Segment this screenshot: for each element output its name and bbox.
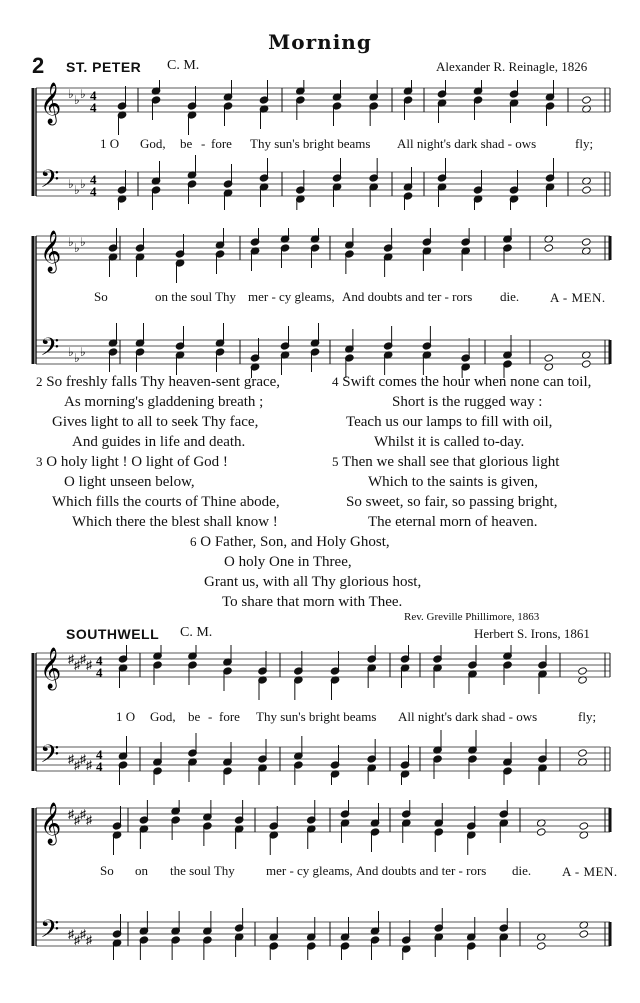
svg-text:♭: ♭ xyxy=(80,235,86,249)
svg-text:♭: ♭ xyxy=(80,345,86,359)
page-title: Morning xyxy=(268,30,372,54)
svg-text:𝄢: 𝄢 xyxy=(40,740,60,775)
svg-text:♯: ♯ xyxy=(80,807,86,821)
meter: C. M. xyxy=(167,58,200,73)
verse-2: 2 So freshly falls Thy heaven-sent grace, As morning's gladdening breath ; Gives light to all to seek Thy face, And guides in life and death. xyxy=(36,374,281,450)
lyric-syllable: - xyxy=(208,709,213,724)
svg-text:♯: ♯ xyxy=(68,652,74,666)
lyric-syllable: And doubts and ter - rors xyxy=(342,289,473,304)
svg-text:♯: ♯ xyxy=(74,813,80,827)
svg-text:𝄢: 𝄢 xyxy=(40,165,60,200)
alt-meter: C. M. xyxy=(180,625,213,640)
svg-text:♯: ♯ xyxy=(74,658,80,672)
lyric-syllable: fore xyxy=(211,136,232,151)
svg-text:4: 4 xyxy=(90,172,97,187)
svg-text:4: 4 xyxy=(90,88,97,103)
amen-text: A - MEN. xyxy=(550,290,606,305)
lyric-syllable: be xyxy=(180,136,193,151)
lyric-syllable: Thy sun's bright beams xyxy=(250,136,371,151)
lyric-syllable: So xyxy=(94,289,108,304)
composer-credit: Alexander R. Reinagle, 1826 xyxy=(436,59,588,74)
lyric-syllable: mer - cy gleams, xyxy=(248,289,335,304)
svg-text:♭: ♭ xyxy=(68,87,74,101)
svg-text:♯: ♯ xyxy=(86,933,92,947)
svg-text:♯: ♯ xyxy=(80,652,86,666)
svg-text:♭: ♭ xyxy=(74,183,80,197)
lyric-syllable: fly; xyxy=(578,709,597,724)
svg-text:𝄞: 𝄞 xyxy=(40,83,62,124)
verse-6: 6 O Father, Son, and Holy Ghost, O holy One in Three, Grant us, with all Thy glorious host, To share that morn with Thee. xyxy=(190,534,422,610)
lyric-syllable: on xyxy=(135,863,148,878)
amen-text: A - MEN. xyxy=(562,864,618,879)
svg-text:𝄞: 𝄞 xyxy=(40,803,62,844)
svg-text:4: 4 xyxy=(90,100,97,115)
lyric-syllable: And doubts and ter - rors xyxy=(356,863,487,878)
lyric-syllable: fly; xyxy=(575,136,594,151)
verse-3: 3 O holy light ! O light of God ! O light unseen below, Which fills the courts of Thine abode, Which there the blest shall know ! xyxy=(36,454,280,530)
lyric-syllable: Thy sun's bright beams xyxy=(256,709,377,724)
svg-text:4: 4 xyxy=(96,653,103,668)
svg-text:4: 4 xyxy=(96,665,103,680)
lyric-syllable: the soul Thy xyxy=(170,863,235,878)
svg-text:♯: ♯ xyxy=(80,752,86,766)
svg-text:♯: ♯ xyxy=(68,927,74,941)
svg-text:♯: ♯ xyxy=(86,758,92,772)
lyric-syllable: 1 O xyxy=(116,709,136,724)
lyric-syllable: fore xyxy=(219,709,240,724)
svg-text:4: 4 xyxy=(96,747,103,762)
svg-text:♯: ♯ xyxy=(86,658,92,672)
lyric-syllable: God, xyxy=(150,709,176,724)
tune-name: ST. PETER xyxy=(66,59,142,75)
lyric-syllable: mer - cy gleams, xyxy=(266,863,353,878)
svg-text:♯: ♯ xyxy=(74,758,80,772)
lyric-syllable: - xyxy=(201,136,206,151)
verse-5: 5 Then we shall see that glorious light Which to the saints is given, So sweet, so fair, so passing bright, The eternal morn of heaven. xyxy=(332,454,560,530)
author-credit: Rev. Greville Phillimore, 1863 xyxy=(404,611,540,623)
svg-text:𝄢: 𝄢 xyxy=(40,915,60,950)
svg-text:♭: ♭ xyxy=(80,87,86,101)
svg-text:♯: ♯ xyxy=(68,807,74,821)
lyric-syllable: So xyxy=(100,863,114,878)
lyric-syllable: 1 O xyxy=(100,136,120,151)
music-system-4 xyxy=(0,800,640,960)
svg-text:♭: ♭ xyxy=(74,241,80,255)
lyric-syllable: be xyxy=(188,709,201,724)
svg-text:♯: ♯ xyxy=(74,933,80,947)
svg-text:♯: ♯ xyxy=(80,927,86,941)
alt-tune-name: SOUTHWELL xyxy=(66,626,160,642)
verse-4: 4 Swift comes the hour when none can toil, Short is the rugged way : Teach us our lamps to fill with oil, Whilst it is called to-day. xyxy=(332,374,592,450)
hymn-number: 2 xyxy=(32,53,45,78)
lyric-syllable: God, xyxy=(140,136,166,151)
svg-text:♭: ♭ xyxy=(68,177,74,191)
svg-text:♭: ♭ xyxy=(68,235,74,249)
svg-text:♭: ♭ xyxy=(74,93,80,107)
svg-text:𝄢: 𝄢 xyxy=(40,333,60,368)
svg-text:♭: ♭ xyxy=(68,345,74,359)
lyric-syllable: on the soul Thy xyxy=(155,289,237,304)
svg-text:𝄞: 𝄞 xyxy=(40,231,62,272)
svg-text:♭: ♭ xyxy=(80,177,86,191)
alt-composer-credit: Herbert S. Irons, 1861 xyxy=(474,626,590,641)
lyric-syllable: All night's dark shad - ows xyxy=(398,709,538,724)
lyric-syllable: die. xyxy=(512,863,532,878)
lyric-syllable: die. xyxy=(500,289,520,304)
svg-text:4: 4 xyxy=(90,184,97,199)
svg-text:♯: ♯ xyxy=(68,752,74,766)
svg-text:𝄞: 𝄞 xyxy=(40,648,62,689)
lyric-syllable: All night's dark shad - ows xyxy=(397,136,537,151)
svg-text:♭: ♭ xyxy=(74,351,80,365)
svg-text:♯: ♯ xyxy=(86,813,92,827)
svg-text:4: 4 xyxy=(96,759,103,774)
